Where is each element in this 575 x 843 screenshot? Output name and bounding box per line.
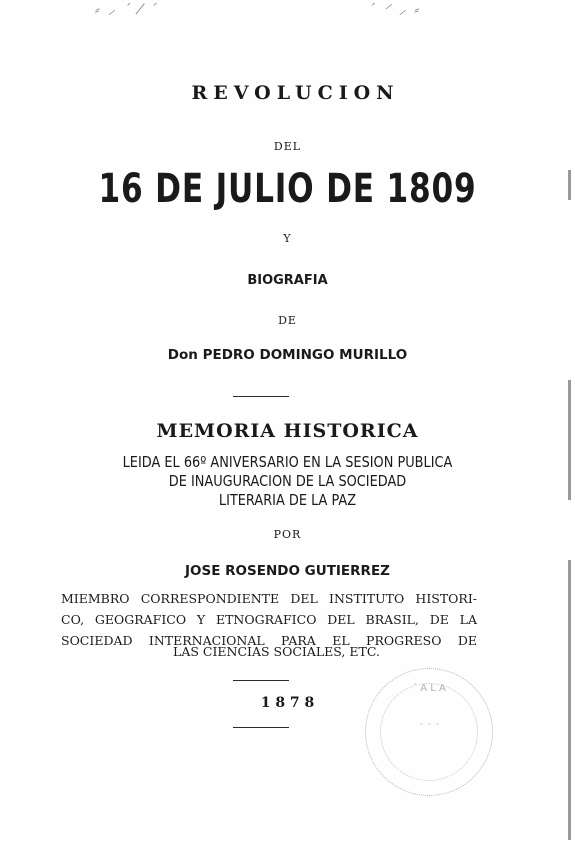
page-edge-mark — [568, 170, 571, 200]
title-date: 16 DE JULIO DE 1809 — [98, 166, 477, 212]
publication-year: 1 8 7 8 — [260, 695, 315, 711]
library-stamp-middle-text: ˊ ˊ ˊ — [418, 723, 440, 734]
title-de: DE — [278, 314, 297, 327]
divider-top — [233, 396, 289, 397]
title-revolucion: REVOLUCION — [191, 82, 400, 104]
page-edge-mark — [568, 560, 571, 840]
title-y: Y — [283, 232, 292, 245]
author-por: POR — [273, 528, 302, 541]
divider-year-bottom — [233, 727, 289, 728]
author-credentials-1: MIEMBRO CORRESPONDIENTE DEL INSTITUTO HISTORI- — [61, 591, 477, 606]
handwritten-note-left: ⸗ ⸝ ˊ ⁄ ˊ — [95, 2, 159, 18]
author-name: JOSE ROSENDO GUTIERREZ — [185, 563, 390, 579]
handwritten-note-right: ˊ ⸍ ⸝ ⸗ — [368, 2, 422, 18]
memoria-line-1: LEIDA EL 66º ANIVERSARIO EN LA SESION PUBLICA — [122, 453, 453, 471]
memoria-line-2: DE INAUGURACION DE LA SOCIEDAD — [168, 472, 407, 490]
author-credentials-4: LAS CIENCIAS SOCIALES, ETC. — [173, 644, 380, 659]
memoria-heading: MEMORIA HISTORICA — [156, 420, 419, 442]
page-edge-mark — [568, 380, 571, 500]
library-stamp-top-text: ˊ A L A — [412, 683, 446, 694]
title-biografia: BIOGRAFIA — [247, 273, 328, 288]
author-credentials-2: CO, GEOGRAFICO Y ETNOGRAFICO DEL BRASIL, DE LA — [61, 612, 477, 627]
title-subject-name: Don PEDRO DOMINGO MURILLO — [167, 347, 408, 363]
memoria-line-3: LITERARIA DE LA PAZ — [218, 491, 357, 509]
library-stamp — [365, 668, 493, 796]
title-del: DEL — [273, 140, 302, 153]
divider-year-top — [233, 680, 289, 681]
author-credentials-3: SOCIEDAD INTERNACIONAL PARA EL PROGRESO DE — [61, 633, 477, 648]
